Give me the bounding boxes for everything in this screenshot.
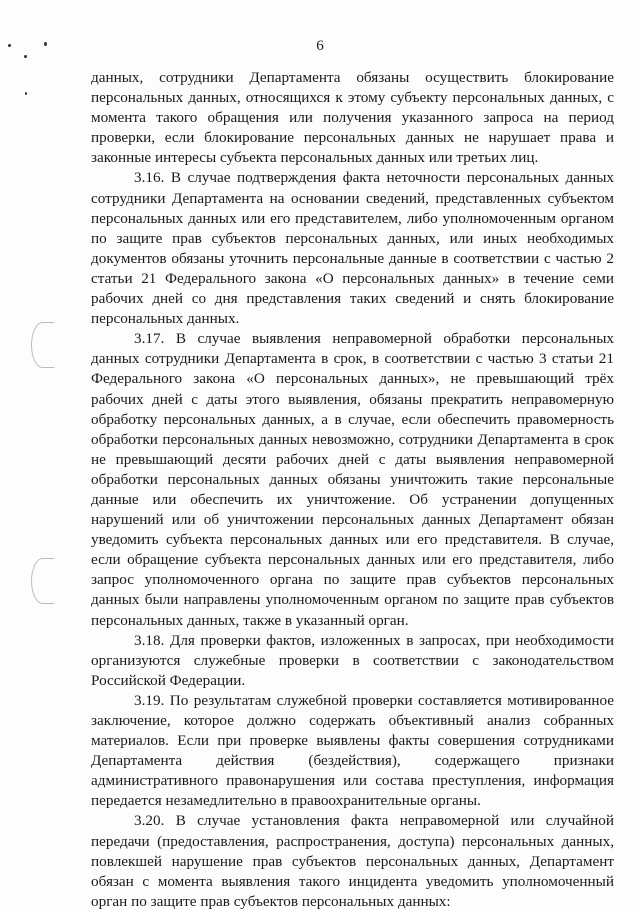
scan-dot xyxy=(25,92,27,95)
document-body xyxy=(91,68,614,912)
paragraph-3-18: 3.18. Для проверки фактов, изложенных в запросах, при необходимости организуются служебные проверки в соответствии с законодательством Российской Федерации. xyxy=(91,631,614,689)
paragraph-3-17: 3.17. В случае выявления неправомерной обработки персональных данных сотрудники Департамента в срок, в соответствии с частью 3 статьи 21 Федерального закона «О персональных данных», не превышающий трёх рабочих дней с даты этого выявления, обязаны прекратить неправомерную обработку персональных данных, а в случае, если обеспечить правомерность обработки персональных данных невозможно, сотрудники Департамента в срок не превышающий десяти рабочих дней с даты выявления неправомерной обработки персональных данных обязаны уничтожить такие персональные данные или обеспечить их уничтожение. Об устранении допущенных нарушений или об уничтожении персональных данных Департамент обязан уведомить субъекта персональных данных или его представителя. В случае, если обращение субъекта персональных данных или его представителя, либо запрос уполномоченного органа по защите прав субъектов персональных данных были направлены уполномоченным органом по защите прав субъектов персональных данных, также в указанный орган. xyxy=(91,330,614,629)
paragraph-3-19: 3.19. По результатам служебной проверки составляется мотивированное заключение, которое должно содержать объективный анализ собранных материалов. Если при проверке выявлены факты совершения сотрудниками Департамента действия (бездействия), содержащего признаки административного правонарушения или состава преступления, информация передается незамедлительно в правоохранительные органы. xyxy=(91,691,614,810)
paragraph-continuation: данных, сотрудники Департамента обязаны осуществить блокирование персональных данных, относящихся к этому субъекту персональных данных, с момента такого обращения или получения указанного запроса на период проверки, если блокирование персональных данных не нарушает права и законные интересы субъекта персональных данных или третьих лиц. xyxy=(91,69,614,167)
page-number: 6 xyxy=(316,38,324,54)
paragraph-3-20: 3.20. В случае установления факта неправомерной или случайной передачи (предоставления, распространения, доступа) персональных данных, повлекшей нарушение прав субъектов персональных данных, Департамент обязан с момента выявления такого инцидента уведомить уполномоченный орган по защите прав субъектов персональных данных: xyxy=(91,812,614,910)
punch-hole-mark xyxy=(31,322,54,368)
paragraph-3-16: 3.16. В случае подтверждения факта неточности персональных данных сотрудники Департамента на основании сведений, представленных субъектом персональных данных или его представителем, либо уполномоченным органом по защите прав субъектов персональных данных, или иных необходимых документов обязаны уточнить персональные данные в соответствии с частью 2 статьи 21 Федерального закона «О персональных данных» в течение семи рабочих дней со дня представления таких сведений и снять блокирование персональных данных. xyxy=(91,169,614,328)
scan-dot xyxy=(24,55,27,58)
punch-hole-mark xyxy=(31,558,54,604)
